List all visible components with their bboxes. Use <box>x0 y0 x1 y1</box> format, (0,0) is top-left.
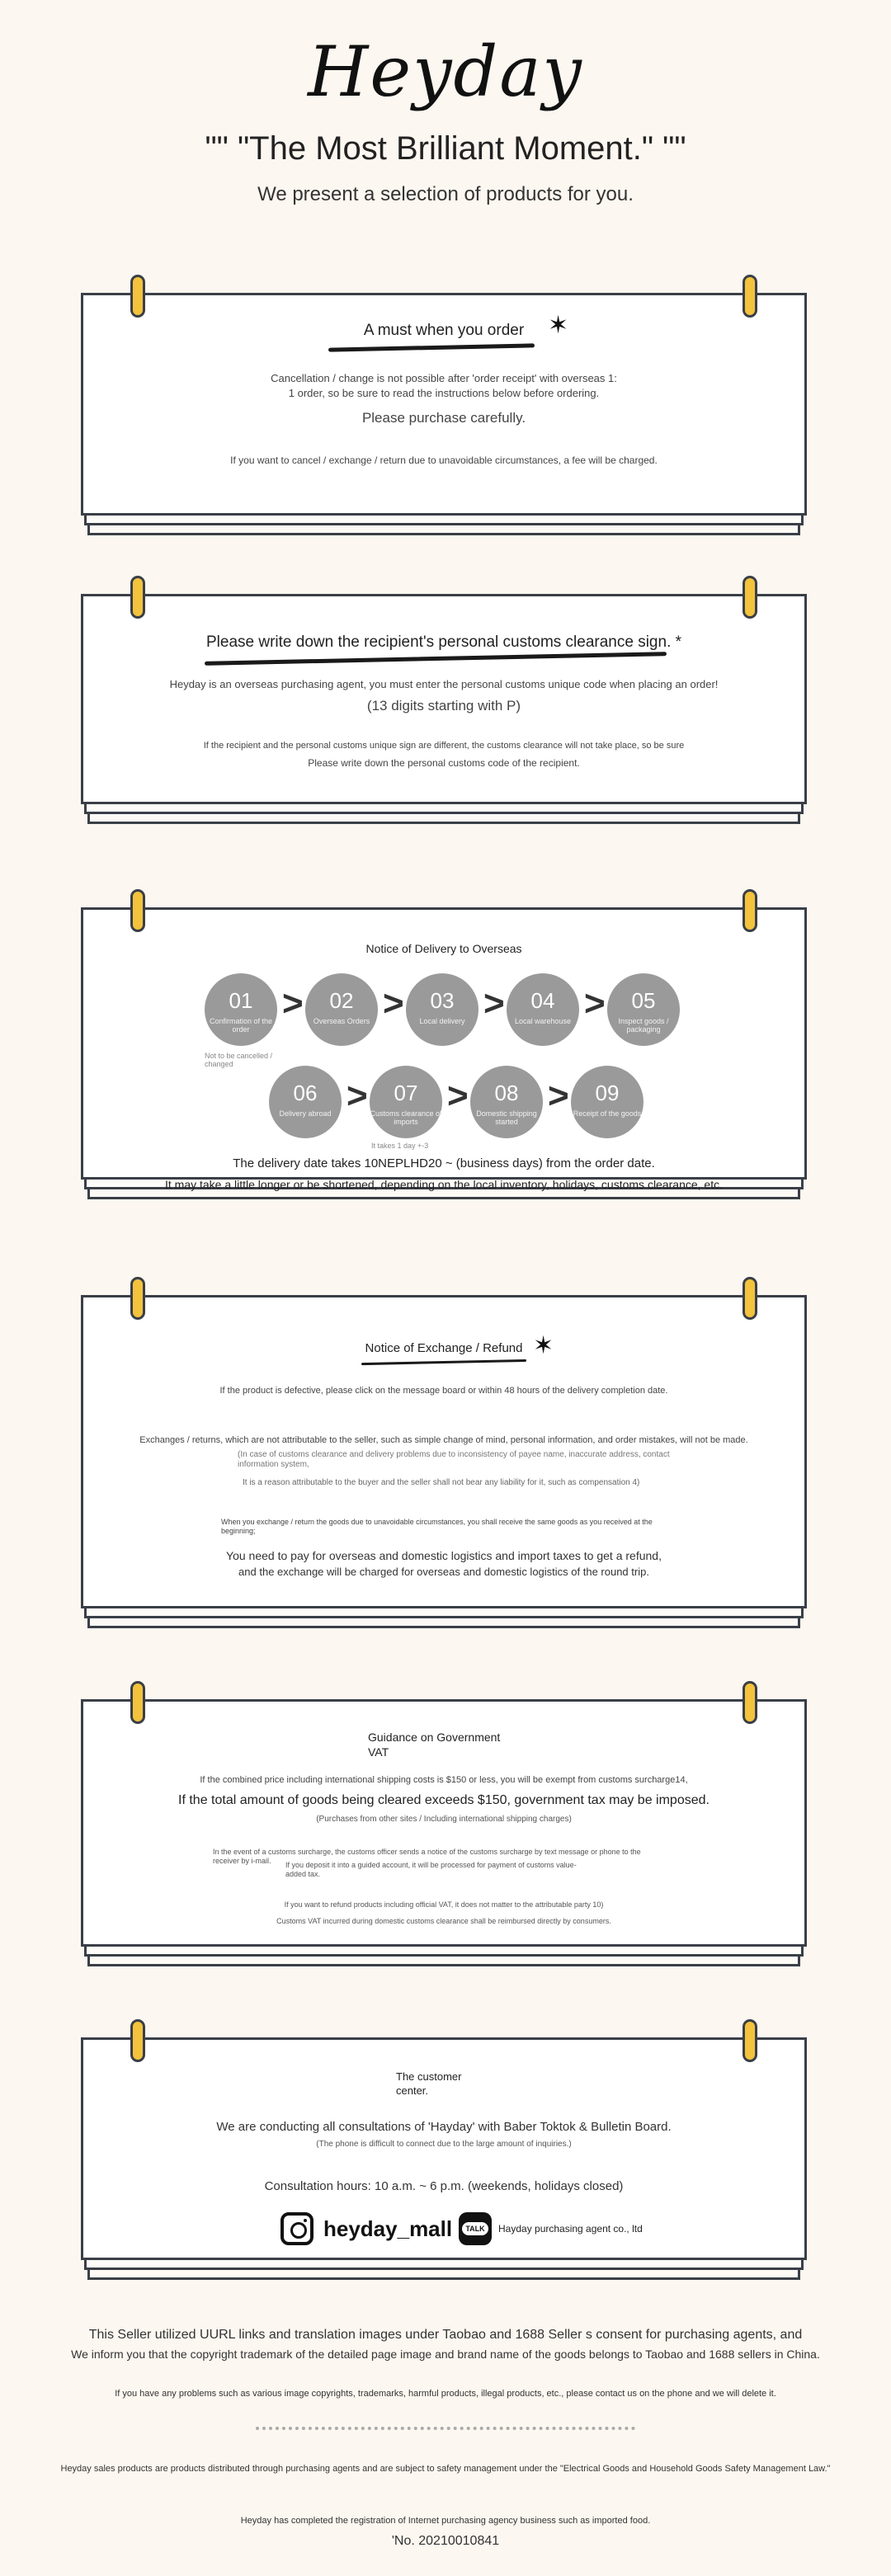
card-text: (The phone is difficult to connect due to the large amount of inquiries.) <box>316 2140 572 2149</box>
card-text: If the total amount of goods being cleared exceeds $150, government tax may be imposed. <box>178 1793 710 1807</box>
page-subheading: We present a selection of products for you. <box>257 183 634 205</box>
binder-clip <box>742 1681 757 1724</box>
instagram-icon <box>280 2212 314 2245</box>
kakaotalk-icon: TALK <box>459 2212 492 2245</box>
card-text: and the exchange will be charged for overseas and domestic logistics of the round trip. <box>238 1566 649 1578</box>
delivery-step: 03 Local delivery <box>406 973 478 1046</box>
card-text: If the combined price including international shipping costs is $150 or less, you will be exempt from customs surcharge14, <box>200 1775 688 1785</box>
card-text: (In case of customs clearance and delivery problems due to inconsistency of payee name, inaccurate address, contact <box>238 1450 670 1459</box>
delivery-notice-card <box>81 907 807 1180</box>
delivery-step: 04 Local warehouse <box>507 973 579 1046</box>
instagram-link[interactable] <box>280 2212 452 2245</box>
card-text: Please purchase carefully. <box>361 410 526 426</box>
step-note: Not to be cancelled / changed <box>205 1052 273 1068</box>
vat-guidance-card <box>81 1699 807 1947</box>
card-text: If you want to cancel / exchange / return due to unavoidable circumstances, a fee will be charged. <box>230 454 658 466</box>
card-text: If you want to refund products including official VAT, it does not matter to the attributable party 10) <box>284 1900 604 1909</box>
card-text: (13 digits starting with P) <box>366 698 521 713</box>
card-text: Exchanges / returns, which are not attributable to the seller, such as simple change of mind, personal information, and order mistakes, will not be made. <box>139 1435 748 1445</box>
card-title: Notice of Delivery to Overseas <box>365 942 522 955</box>
card-text: Cancellation / change is not possible after 'order receipt' with overseas 1: <box>271 372 617 384</box>
brush-underline <box>205 652 667 666</box>
card-text: (Purchases from other sites / Including international shipping charges) <box>316 1815 572 1824</box>
star-icon: ✶ <box>533 1332 554 1359</box>
chevron-right-icon: > <box>483 983 505 1024</box>
card-title: The customer <box>396 2070 462 2083</box>
card-text: You need to pay for overseas and domestic logistics and import taxes to get a refund, <box>226 1549 662 1562</box>
binder-clip <box>130 2019 145 2062</box>
card-title: A must when you order <box>363 322 525 339</box>
binder-clip <box>742 2019 757 2062</box>
card-text: Consultation hours: 10 a.m. ~ 6 p.m. (weekends, holidays closed) <box>264 2179 624 2193</box>
customer-center-card <box>81 2037 807 2260</box>
card-text: If the recipient and the personal customs unique sign are different, the customs clearance will not take place, so be sure <box>203 741 685 751</box>
binder-clip <box>130 1681 145 1724</box>
card-text: If you deposit it into a guided account, it will be processed for payment of customs value- <box>285 1861 577 1869</box>
card-text: 1 order, so be sure to read the instructions below before ordering. <box>288 387 600 399</box>
brand-logo: Heyday <box>308 31 583 112</box>
binder-clip <box>130 275 145 318</box>
dotted-divider <box>256 2427 635 2430</box>
card-text: receiver by i-mail. <box>213 1857 271 1865</box>
customs-code-card <box>81 594 807 804</box>
card-title: Notice of Exchange / Refund <box>365 1341 523 1355</box>
kakaotalk-link[interactable] <box>459 2212 643 2245</box>
delivery-step: 05 Inspect goods / packaging <box>607 973 680 1046</box>
card-text: If the product is defective, please click on the message board or within 48 hours of the delivery completion date. <box>219 1386 668 1396</box>
chevron-right-icon: > <box>447 1076 469 1116</box>
binder-clip <box>130 576 145 619</box>
delivery-step: 02 Overseas Orders <box>305 973 378 1046</box>
binder-clip <box>742 1277 757 1320</box>
card-text: Please write down the personal customs code of the recipient. <box>308 757 580 769</box>
binder-clip <box>742 275 757 318</box>
card-text: Heyday is an overseas purchasing agent, you must enter the personal customs unique code when placing an order! <box>169 678 719 690</box>
instagram-handle: heyday_mall <box>323 2216 453 2241</box>
card-text: The delivery date takes 10NEPLHD20 ~ (business days) from the order date. <box>233 1156 655 1170</box>
card-text: It is a reason attributable to the buyer and the seller shall not bear any liability for it, such as compensation 4) <box>243 1478 640 1487</box>
registration-number: 'No. 20210010841 <box>391 2534 500 2548</box>
footer-text: Heyday has completed the registration of Internet purchasing agency business such as imported food. <box>240 2516 651 2526</box>
card-text: information system, <box>238 1460 309 1469</box>
delivery-step: 01 Confirmation of the order <box>205 973 277 1046</box>
delivery-step: 06 Delivery abroad <box>269 1066 342 1138</box>
chevron-right-icon: > <box>383 983 404 1024</box>
card-text: In the event of a customs surcharge, the customs officer sends a notice of the customs surcharge by text message or phone to the <box>213 1848 641 1856</box>
page-headline: "" "The Most Brilliant Moment." "" <box>205 130 686 167</box>
kakaotalk-account: Hayday purchasing agent co., ltd <box>498 2223 643 2235</box>
card-text: beginning; <box>221 1527 256 1535</box>
footer-text: Heyday sales products are products distributed through purchasing agents and are subject to safety management under the "Electrical Goods and Household Goods Safety Management Law." <box>60 2464 831 2474</box>
card-title: center. <box>396 2084 429 2097</box>
chevron-right-icon: > <box>282 983 304 1024</box>
exchange-refund-card <box>81 1295 807 1608</box>
binder-clip <box>130 1277 145 1320</box>
chevron-right-icon: > <box>548 1076 569 1116</box>
card-text: When you exchange / return the goods due to unavoidable circumstances, you shall receive the same goods as you received at the <box>221 1518 653 1526</box>
order-notice-card <box>81 293 807 516</box>
delivery-step: 08 Domestic shipping started <box>470 1066 543 1138</box>
card-text: Customs VAT incurred during domestic customs clearance shall be reimbursed directly by consumers. <box>276 1917 611 1925</box>
step-note: It takes 1 day +-3 <box>371 1142 429 1150</box>
card-title: Please write down the recipient's personal customs clearance sign. * <box>205 633 682 651</box>
delivery-step: 09 Receipt of the goods <box>571 1066 644 1138</box>
star-icon: ✶ <box>548 312 569 339</box>
binder-clip <box>742 576 757 619</box>
brush-underline <box>328 343 535 351</box>
card-text: We are conducting all consultations of 'Hayday' with Baber Toktok & Bulletin Board. <box>216 2120 672 2134</box>
chevron-right-icon: > <box>346 1076 368 1116</box>
card-title: Guidance on Government <box>368 1731 501 1744</box>
binder-clip <box>742 889 757 932</box>
footer-text: We inform you that the copyright trademark of the detailed page image and brand name of the goods belongs to Taobao and 1688 sellers in China. <box>71 2348 820 2361</box>
chevron-right-icon: > <box>584 983 606 1024</box>
footer-text: If you have any problems such as various image copyrights, trademarks, harmful products, illegal products, etc., please contact us on the phone and we will delete it. <box>115 2389 776 2399</box>
delivery-step: 07 Customs clearance of imports <box>370 1066 442 1138</box>
footer-text: This Seller utilized UURL links and translation images under Taobao and 1688 Seller s consent for purchasing agents, and <box>88 2328 803 2342</box>
brush-underline <box>361 1359 526 1365</box>
card-text: added tax. <box>285 1870 321 1878</box>
card-title: VAT <box>368 1745 389 1759</box>
binder-clip <box>130 889 145 932</box>
card-text: It may take a little longer or be shortened, depending on the local inventory, holidays, customs clearance, etc. <box>164 1178 723 1191</box>
